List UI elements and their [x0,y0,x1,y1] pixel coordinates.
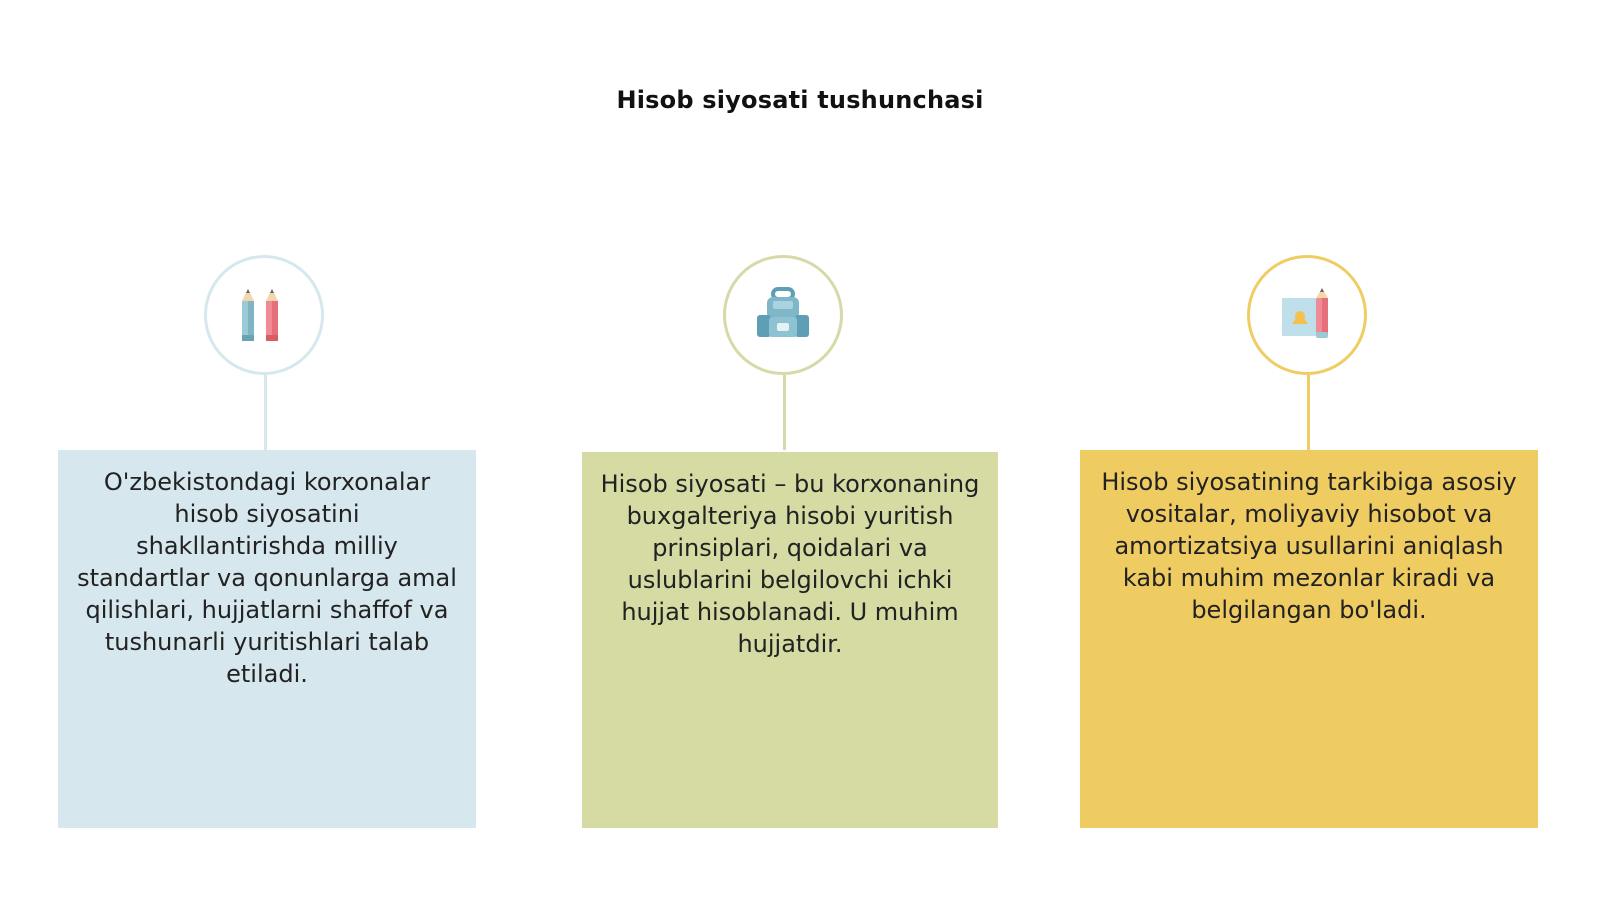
drawing-pencil-icon [1276,284,1338,346]
info-card-2 [582,452,998,828]
info-card-1 [58,450,476,828]
icon-circle-1 [204,255,324,375]
card-1-text: O'zbekistondagi korxonalar hisob siyosatini shakllantirishda milliy standartlar va qonunlarga amal qilishlari, hujjatlarni shaffof va tushunarli yuritishlari talab etiladi. [77,468,457,688]
connector-line-3 [1307,375,1310,450]
icon-circle-3 [1247,255,1367,375]
connector-line-2 [783,375,786,450]
icon-circle-2 [723,255,843,375]
slide-title: Hisob siyosati tushunchasi [616,86,984,114]
pencils-icon [236,283,292,347]
backpack-icon [753,285,813,345]
card-2-text: Hisob siyosati – bu korxonaning buxgalteriya hisobi yuritish prinsiplari, qoidalari va uslublarini belgilovchi ichki hujjat hisoblanadi. U muhim hujjatdir. [600,470,980,658]
card-3-text: Hisob siyosatining tarkibiga asosiy vositalar, moliyaviy hisobot va amortizatsiya usullarini aniqlash kabi muhim mezonlar kiradi va belgilangan bo'ladi. [1101,468,1517,624]
info-card-3 [1080,450,1538,828]
connector-line-1 [264,375,267,450]
